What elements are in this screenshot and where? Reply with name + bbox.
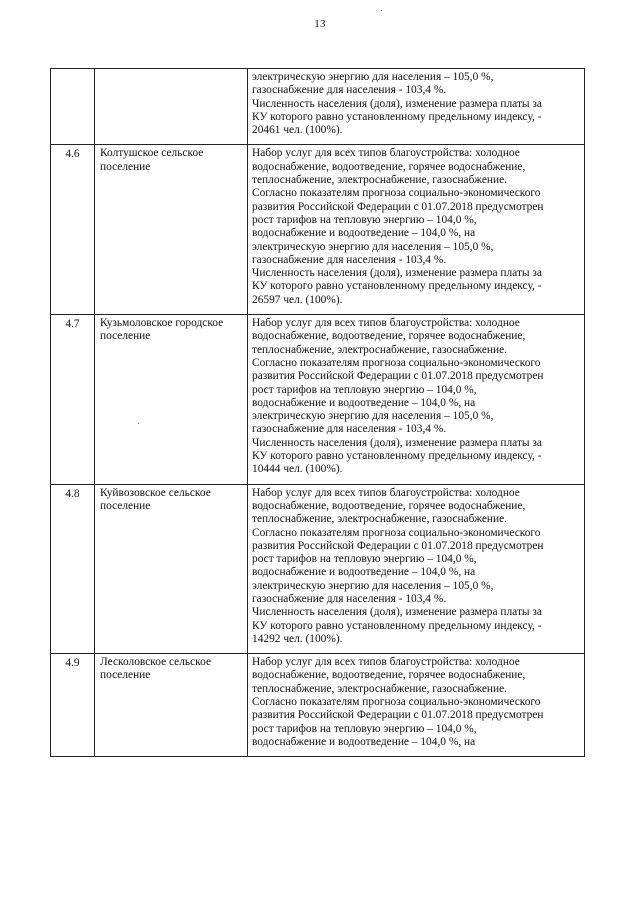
description-line: развития Российской Федерации с 01.07.2018 предусмотрен: [252, 709, 544, 722]
description-line: водоснабжение и водоотведение – 104,0 %, на: [252, 396, 476, 409]
description-line: электрическую энергию для населения – 105,0 %,: [252, 240, 494, 253]
settlement-name: Лесколовское сельское поселение: [95, 654, 248, 757]
description-line: развития Российской Федерации с 01.07.2018 предусмотрен: [252, 539, 544, 552]
row-number: 4.7: [51, 315, 95, 485]
description-line: водоснабжение, водоотведение, горячее водоснабжение,: [252, 160, 526, 173]
settlement-description: [248, 654, 585, 757]
description-line: КУ которого равно установленному предельному индексу, -: [252, 619, 542, 632]
page-number: 13: [314, 18, 326, 30]
table-row: [51, 145, 585, 315]
description-line: газоснабжение для населения - 103,4 %.: [252, 423, 447, 436]
description-line: рост тарифов на тепловую энергию – 104,0 %,: [252, 722, 477, 735]
row-number: 4.9: [51, 654, 95, 757]
description-line: рост тарифов на тепловую энергию – 104,0 %,: [252, 383, 477, 396]
description-line: развития Российской Федерации с 01.07.2018 предусмотрен: [252, 370, 544, 383]
description-line: электрическую энергию для населения – 105,0 %,: [252, 71, 494, 83]
description-line: Согласно показателям прогноза социально-экономического: [252, 526, 541, 539]
description-line: водоснабжение и водоотведение – 104,0 %, на: [252, 566, 476, 579]
settlement-description: [248, 69, 585, 145]
description-line: теплоснабжение, электроснабжение, газоснабжение.: [252, 343, 507, 356]
table-row: [51, 484, 585, 654]
settlement-name: Куйвозовское сельское поселение: [95, 484, 248, 654]
description-line: Согласно показателям прогноза социально-экономического: [252, 187, 541, 200]
description-line: водоснабжение, водоотведение, горячее водоснабжение,: [252, 330, 526, 343]
description-line: Набор услуг для всех типов благоустройства: холодное: [252, 656, 520, 669]
row-number: [51, 69, 95, 145]
description-line: 14292 чел. (100%).: [252, 632, 343, 645]
description-line: Численность населения (доля), изменение размера платы за: [252, 97, 542, 110]
description-line: Набор услуг для всех типов благоустройства: холодное: [252, 317, 520, 330]
description-line: водоснабжение и водоотведение – 104,0 %, на: [252, 227, 476, 240]
settlement-name: Колтушское сельское поселение: [95, 145, 248, 315]
settlement-description: [248, 484, 585, 654]
description-line: водоснабжение, водоотведение, горячее водоснабжение,: [252, 499, 526, 512]
description-line: 20461 чел. (100%).: [252, 124, 343, 137]
description-line: теплоснабжение, электроснабжение, газоснабжение.: [252, 174, 507, 187]
row-number: 4.6: [51, 145, 95, 315]
description-line: КУ которого равно установленному предельному индексу, -: [252, 450, 542, 463]
settlement-description: [248, 145, 585, 315]
description-line: КУ которого равно установленному предельному индексу, -: [252, 110, 542, 123]
description-line: рост тарифов на тепловую энергию – 104,0 %,: [252, 213, 477, 226]
settlements-table-body: [51, 69, 585, 757]
description-line: развития Российской Федерации с 01.07.2018 предусмотрен: [252, 200, 544, 213]
description-line: Численность населения (доля), изменение размера платы за: [252, 436, 542, 449]
settlement-name: Кузьмоловское городское поселение: [95, 315, 248, 485]
settlement-name: [95, 69, 248, 145]
settlements-table: [50, 68, 585, 757]
description-line: электрическую энергию для населения – 105,0 %,: [252, 410, 494, 423]
description-line: Набор услуг для всех типов благоустройства: холодное: [252, 486, 520, 499]
description-line: водоснабжение и водоотведение – 104,0 %, на: [252, 735, 476, 748]
description-line: 26597 чел. (100%).: [252, 293, 343, 306]
description-line: электрическую энергию для населения – 105,0 %,: [252, 579, 494, 592]
description-line: водоснабжение, водоотведение, горячее водоснабжение,: [252, 669, 526, 682]
table-row: [51, 654, 585, 757]
table-row: [51, 315, 585, 485]
description-line: газоснабжение для населения - 103,4 %.: [252, 253, 447, 266]
row-number: 4.8: [51, 484, 95, 654]
description-line: Согласно показателям прогноза социально-экономического: [252, 696, 541, 709]
scan-speck: [381, 10, 382, 11]
description-line: газоснабжение для населения - 103,4 %.: [252, 84, 447, 97]
description-line: теплоснабжение, электроснабжение, газоснабжение.: [252, 682, 507, 695]
description-line: 10444 чел. (100%).: [252, 463, 343, 476]
description-line: Численность населения (доля), изменение размера платы за: [252, 267, 542, 280]
description-line: теплоснабжение, электроснабжение, газоснабжение.: [252, 513, 507, 526]
description-line: рост тарифов на тепловую энергию – 104,0 %,: [252, 553, 477, 566]
settlement-description: [248, 315, 585, 485]
table-row: [51, 69, 585, 145]
description-line: Набор услуг для всех типов благоустройства: холодное: [252, 147, 520, 160]
description-line: газоснабжение для населения - 103,4 %.: [252, 592, 447, 605]
description-line: КУ которого равно установленному предельному индексу, -: [252, 280, 542, 293]
description-line: Численность населения (доля), изменение размера платы за: [252, 606, 542, 619]
description-line: Согласно показателям прогноза социально-экономического: [252, 356, 541, 369]
